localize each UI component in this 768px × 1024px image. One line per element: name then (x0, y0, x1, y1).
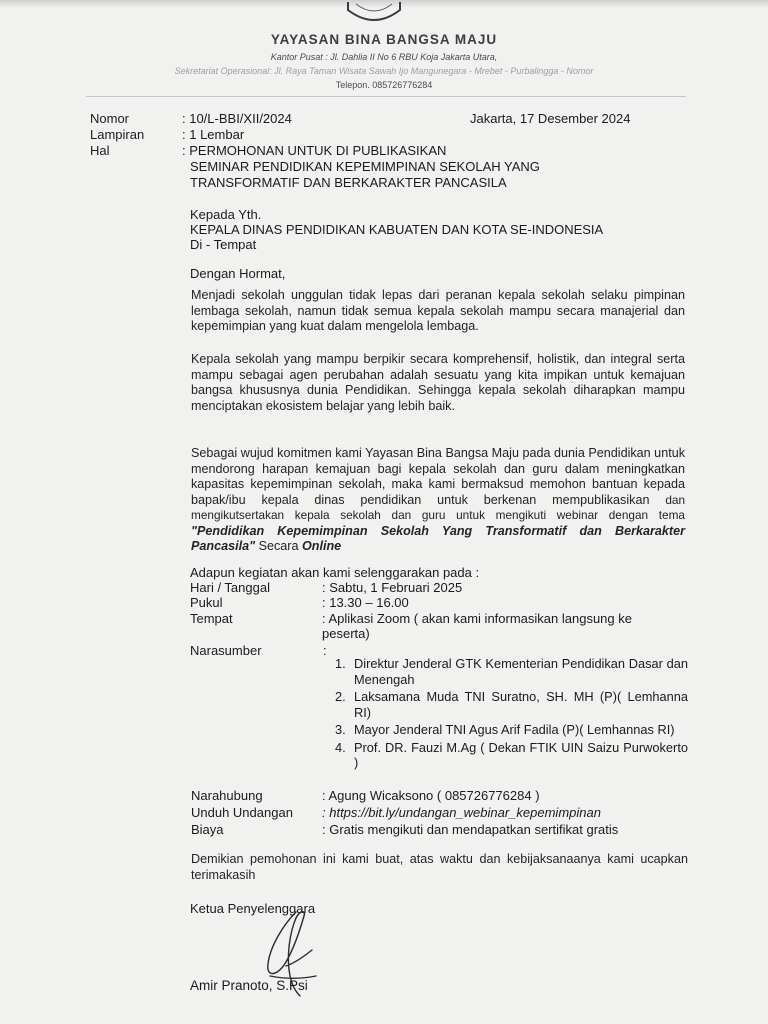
time-label: Pukul (190, 595, 223, 610)
nomor-value: : 10/L-BBI/XII/2024 (182, 111, 292, 126)
speaker-item (331, 740, 688, 771)
hal-line-3: TRANSFORMATIF DAN BERKARAKTER PANCASILA (190, 175, 507, 190)
speakers-label: Narasumber (190, 643, 262, 658)
signatory-name: Amir Pranoto, S.Psi (190, 978, 308, 993)
speakers-colon: : (323, 643, 327, 658)
speaker-number: 1. (335, 656, 346, 671)
paragraph-3-main: Sebagai wujud komitmen kami Yayasan Bina Bangsa Maju pada dunia Pendidikan untuk mendorong harapan kemajuan bagi kepala sekolah dan guru dalam meningkatkan kapasitas kepemimpinan sekolah, maka kami bermaksud memohon bantuan kepada bapak/ibu kepala dinas pendidikan untuk berkenan mempublikasikan (191, 446, 685, 507)
contact-label: Narahubung (191, 788, 263, 803)
recipient-salutation: Kepada Yth. (190, 207, 262, 222)
event-intro: Adapun kegiatan akan kami selenggarakan pada : (190, 565, 480, 580)
place-label: Tempat (190, 611, 233, 626)
paragraph-2-text: Kepala sekolah yang mampu berpikir secara komprehensif, holistik, dan integral serta mampu sebagai agen perubahan adalah sesuatu yang kita impikan untuk kemajuan bangsa khususnya dunia Pendidikan. Sehingga kepala sekolah diharapkan mampu menciptakan ekosistem belajar yang lebih baik. (191, 352, 685, 413)
speakers-list (331, 656, 688, 773)
paragraph-1-text: Menjadi sekolah unggulan tidak lepas dari peranan kepala sekolah selaku pimpinan lembaga sekolah, namun tidak semua kepala sekolah mampu secara manajerial dan kepemimpian yang kuat dalam mengelola lembaga. (191, 288, 685, 333)
greeting: Dengan Hormat, (190, 266, 286, 281)
mode-prefix: Secara (258, 539, 299, 553)
day-label: Hari / Tanggal (190, 580, 270, 595)
speaker-number: 3. (335, 722, 346, 737)
nomor-label: Nomor (90, 111, 130, 126)
download-label: Unduh Undangan (191, 805, 293, 820)
speaker-item (331, 656, 688, 687)
signatory-role: Ketua Penyelenggara (190, 901, 316, 916)
place-date: Jakarta, 17 Desember 2024 (470, 111, 631, 126)
hal-line-1: : PERMOHONAN UNTUK DI PUBLIKASIKAN (182, 143, 447, 158)
closing-paragraph (191, 852, 688, 883)
speaker-text: Direktur Jenderal GTK Kementerian Pendidikan Dasar dan Menengah (354, 656, 688, 687)
recipient-location: Di - Tempat (190, 237, 257, 252)
paragraph-3-text (191, 446, 685, 555)
speaker-text: Prof. DR. Fauzi M.Ag ( Dekan FTIK UIN Saizu Purwokerto ) (354, 739, 688, 770)
lampiran-label: Lampiran (90, 127, 145, 142)
cost-value: : Gratis mengikuti dan mendapatkan sertifikat gratis (322, 822, 619, 837)
lampiran-value: : 1 Lembar (182, 127, 245, 142)
body-paragraph-3 (191, 446, 685, 555)
speaker-text: Mayor Jenderal TNI Agus Arif Fadila (P)( Lemhannas RI) (354, 722, 675, 737)
office-central-address: Kantor Pusat : Jl. Dahlia II No 6 RBU Koja Jakarta Utara, (270, 52, 498, 62)
day-value: : Sabtu, 1 Februari 2025 (322, 580, 463, 595)
time-value: : 13.30 – 16.00 (322, 595, 409, 610)
office-phone: Telepon. 085726776284 (335, 80, 433, 90)
speaker-number: 2. (335, 689, 346, 704)
download-link[interactable]: : https://bit.ly/undangan_webinar_kepemimpinan (322, 805, 601, 820)
foundation-logo-icon (342, 0, 406, 24)
hal-label: Hal (90, 143, 110, 158)
mode-online: Online (302, 539, 342, 553)
letterhead-divider (86, 96, 686, 97)
office-operational-address: Sekretariat Operasional: Jl. Raya Taman Wisata Sawah Ijo Mangunegara - Mrebet - Purbalingga - Nomor (174, 66, 594, 76)
contact-value: : Agung Wicaksono ( 085726776284 ) (322, 788, 540, 803)
closing-text: Demikian pemohonan ini kami buat, atas waktu dan kebijaksanaanya kami ucapkan terimakasih (191, 852, 688, 882)
cost-label: Biaya (191, 822, 224, 837)
speaker-item (331, 689, 688, 720)
body-paragraph-1 (191, 288, 685, 335)
speaker-number: 4. (335, 739, 346, 755)
paragraph-3-continued: dan mengikutsertakan kepala sekolah dan guru untuk mengikuti webinar dengan tema (191, 492, 686, 522)
place-value: : Aplikasi Zoom ( akan kami informasikan langsung ke peserta) (322, 611, 632, 641)
webinar-theme: "Pendidikan Kepemimpinan Sekolah Yang Transformatif dan Berkarakter Pancasila" (191, 523, 685, 553)
hal-line-2: SEMINAR PENDIDIKAN KEPEMIMPINAN SEKOLAH YANG (190, 159, 540, 174)
speaker-text: Laksamana Muda TNI Suratno, SH. MH (P)( Lemhanna RI) (354, 689, 688, 720)
body-paragraph-2 (191, 352, 685, 414)
recipient-name: KEPALA DINAS PENDIDIKAN KABUATEN DAN KOTA SE-INDONESIA (190, 222, 604, 237)
org-name: YAYASAN BINA BANGSA MAJU (270, 32, 498, 47)
speaker-item (331, 722, 688, 738)
